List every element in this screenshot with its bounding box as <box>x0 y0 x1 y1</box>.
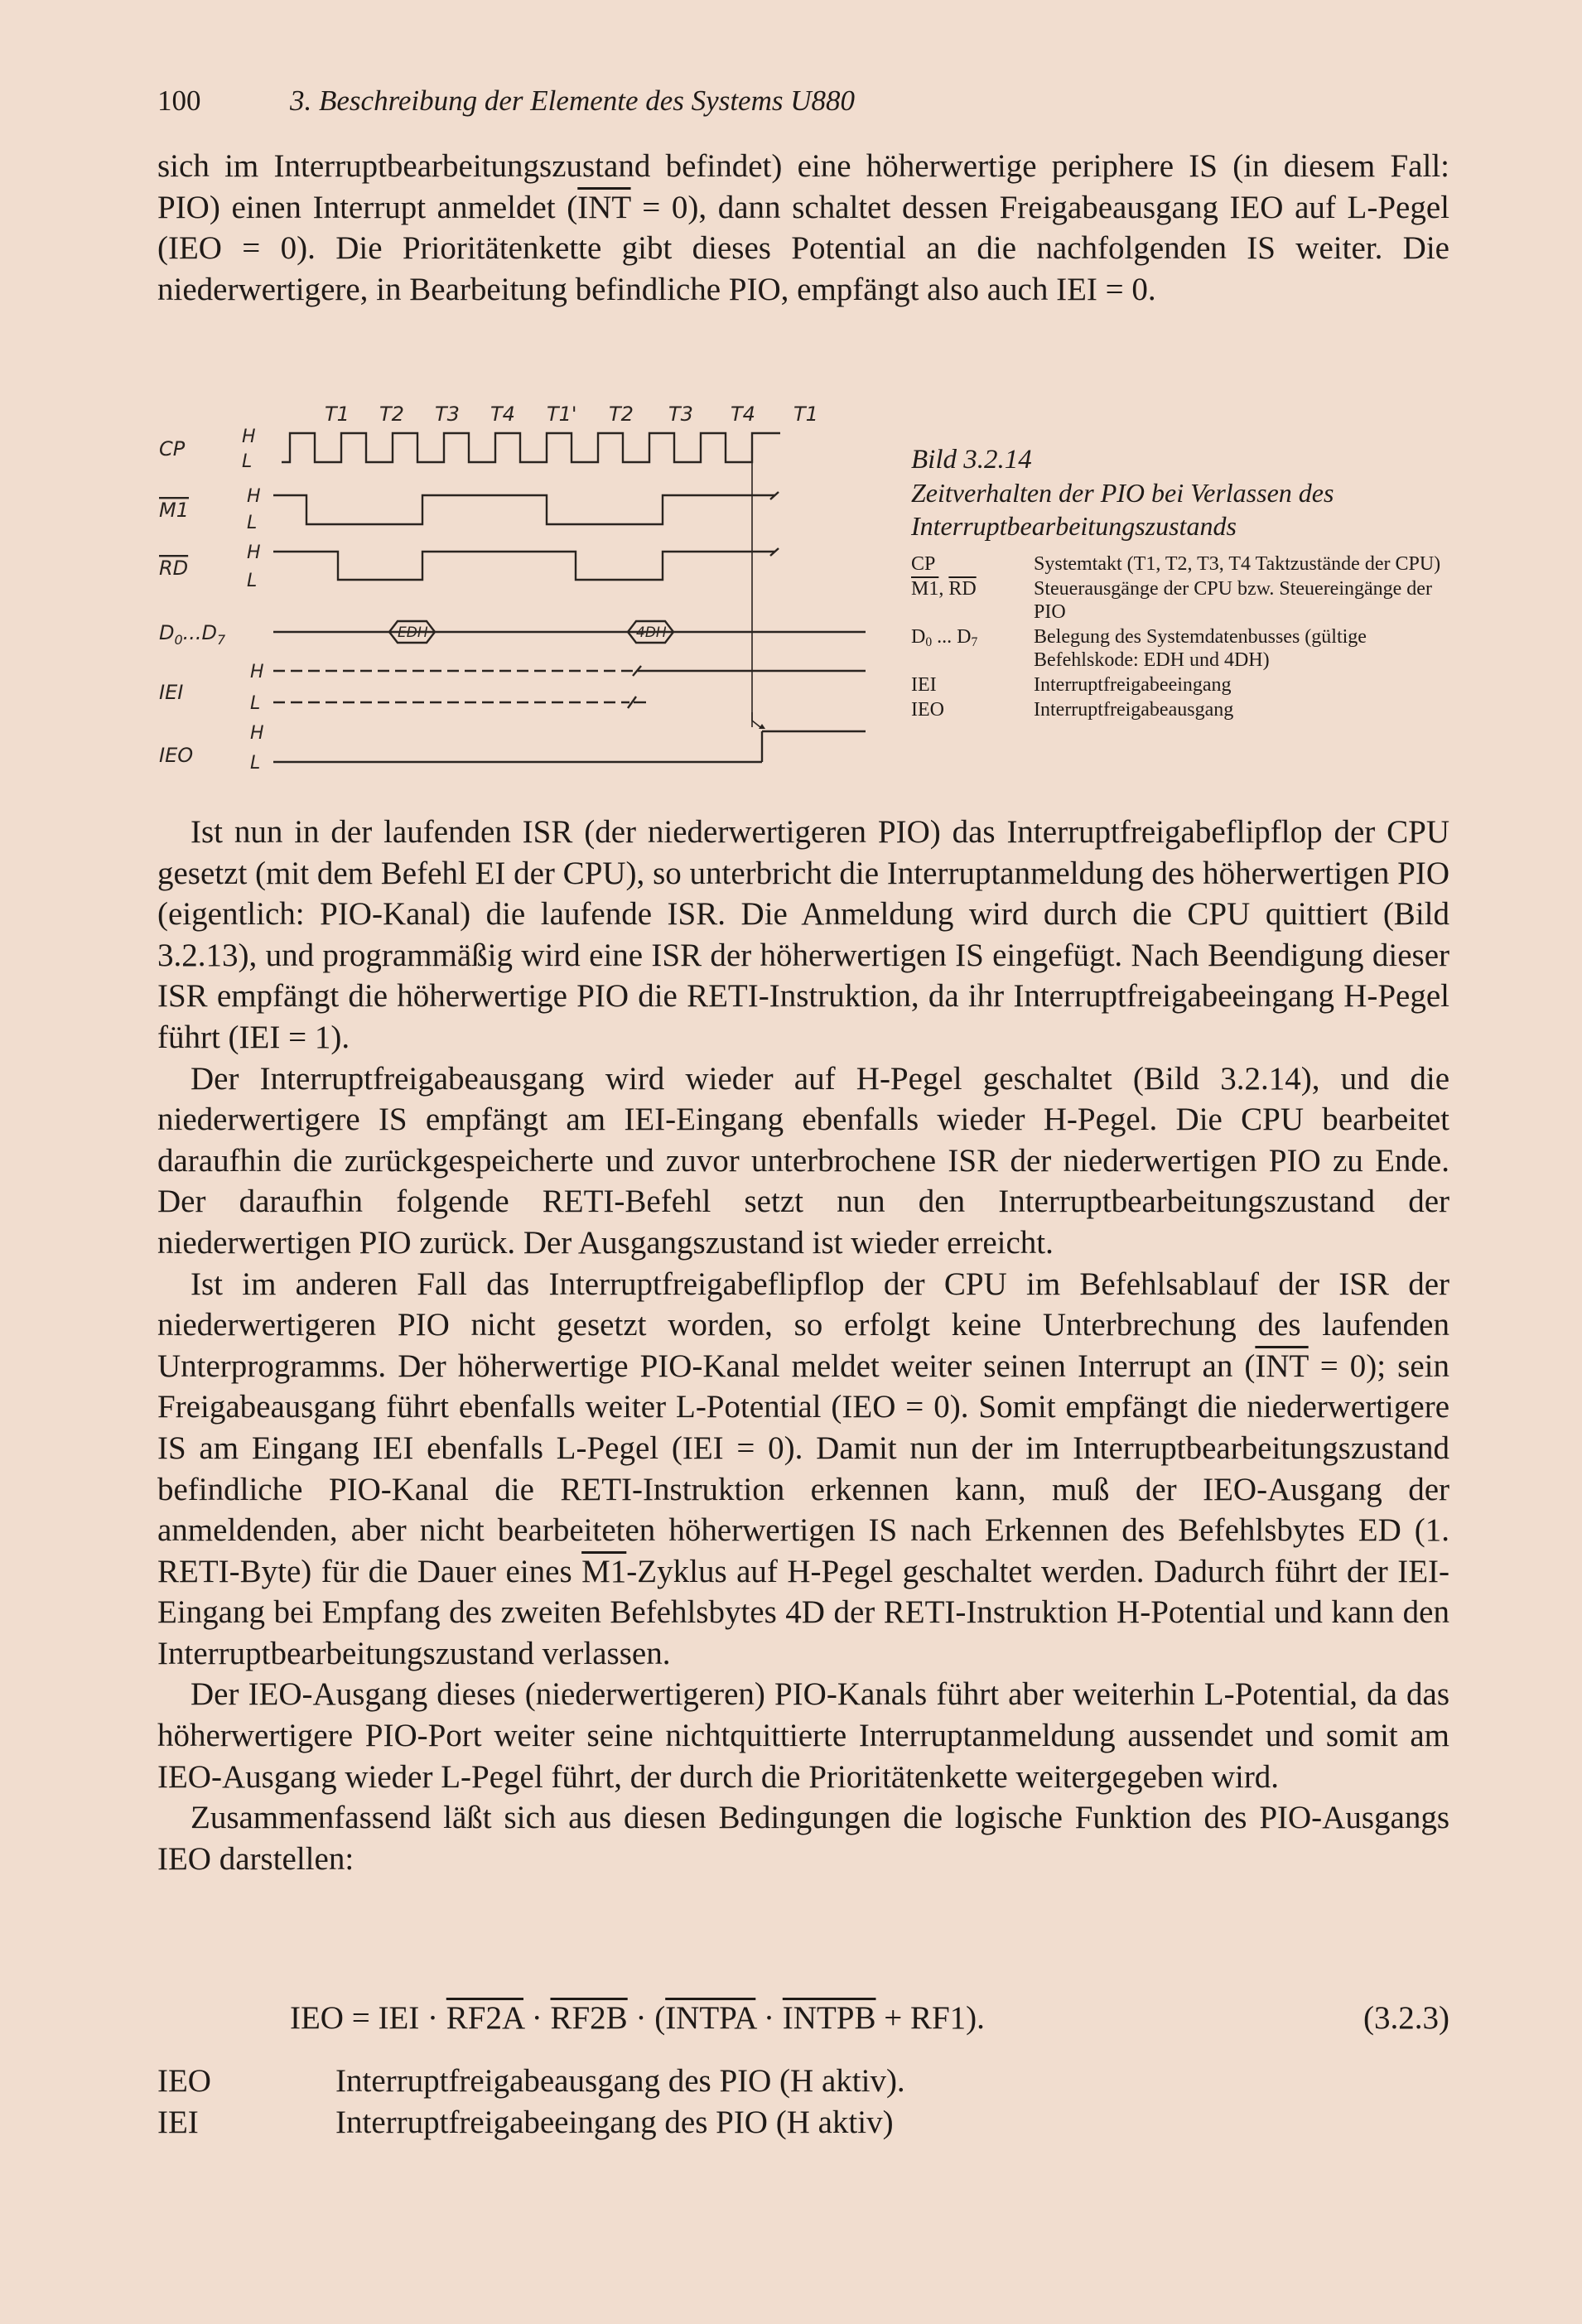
definition-row: IEO Interruptfreigabeausgang des PIO (H aktiv). <box>157 2063 905 2099</box>
level-h: H <box>242 427 256 447</box>
level-l: L <box>250 693 261 714</box>
timing-diagram-svg <box>157 396 886 785</box>
signal-label-rd: RD <box>159 557 189 580</box>
level-h: H <box>247 486 261 507</box>
figure-number: Bild 3.2.14 <box>911 445 1032 475</box>
definition-row: IEI Interruptfreigabeeingang des PIO (H aktiv) <box>157 2105 894 2140</box>
level-l: L <box>247 513 258 533</box>
hex-label-edh: EDH <box>398 624 428 641</box>
figure-caption <box>911 443 1458 723</box>
level-h: H <box>250 662 264 682</box>
int-overline: $\overline{INT}$ <box>577 189 631 225</box>
level-h: H <box>247 542 261 563</box>
signal-label-iei: IEI <box>159 681 184 704</box>
page-header <box>157 83 1449 119</box>
symbol-definitions <box>157 2061 1449 2143</box>
legend-row: $D_0$ ... $D_7$ Belegung des Systemdatenbusses (gültige Befehlskode: EDH und 4DH) <box>911 626 1367 671</box>
level-l: L <box>250 753 261 774</box>
legend-row: IEI Interruptfreigabeeingang <box>911 674 1232 696</box>
chapter-title: 3. Beschreibung der Elemente des Systems U880 <box>290 84 856 117</box>
paragraph: Ist nun in der laufenden ISR (der niederwertigeren PIO) das Interruptfreigabeflipflop der CPU gesetzt (mit dem Befehl EI der CPU), so unterbricht die Interruptanmeldung des höherwertigen PIO (eigentlich: PIO-Kanal) die laufende ISR. Die Anmeldung wird durch die CPU quittiert (Bild 3.2.13), und programmäßig wird eine ISR der höherwertigen IS eingefügt. Nach Beendigung dieser ISR empfängt die höherwertige PIO die RETI-Instruktion, da ihr Interruptfreigabeeingang H-Pegel führt (IEI = 1). <box>157 814 1449 1055</box>
tick-label: T3 <box>668 403 693 426</box>
legend-row: M1, $\overline{RD}$ Steuerausgänge der CPU bzw. Steuereingänge der PIO <box>911 578 1432 623</box>
signal-label-ieo: IEO <box>159 744 194 767</box>
tick-label: T2 <box>379 403 404 426</box>
timing-diagram <box>157 396 886 785</box>
level-h: H <box>250 723 264 744</box>
tick-label: T2 <box>609 403 634 426</box>
legend-row: IEO Interruptfreigabeausgang <box>911 699 1234 721</box>
paragraph: Ist im anderen Fall das Interruptfreigabeflipflop der CPU im Befehlsablauf der ISR der niederwertigeren PIO nicht gesetzt worden, so erfolgt keine Unterbrechung des laufenden Unterprogramms. Der höherwertige PIO-Kanal meldet weiter seinen Interrupt an $(\overline{INT} = 0)$; sein Freigabeausgang führt ebenfalls weiter L-Potential (IEO = 0). Somit empfängt die niederwertigere IS am Eingang IEI ebenfalls L-Pegel (IEI = 0). Damit nun der im Interruptbearbeitungszustand befindliche PIO-Kanal die RETI-Instruktion erkennen kann, muß der IEO-Ausgang der anmeldenden, aber nicht bearbeiteten höherwertigen IS nach Erkennen des Befehlsbytes ED (1. RETI-Byte) für die Dauer eines M1-Zyklus auf H-Pegel geschaltet werden. Dadurch führt der IEI-Eingang bei Empfang des zweiten Befehlsbytes 4D der RETI-Instruktion H-Potential und kann den Interruptbearbeitungszustand verlassen. <box>157 1266 1449 1671</box>
paragraph: Der IEO-Ausgang dieses (niederwertigeren) PIO-Kanals führt aber weiterhin L-Potential, da das höherwertigere PIO-Port weiter seine nichtquittierte Interruptanmeldung aussendet und somit am IEO-Ausgang wieder L-Pegel führt, der durch die Prioritätenkette weitergegeben wird. <box>157 1676 1449 1795</box>
cp-waveform <box>282 433 780 462</box>
intro-paragraph: sich im Interruptbearbeitungszustand befindet) eine höherwertige periphere IS (in diesem Fall: PIO) einen Interrupt anmeldet $(\overline{INT} = 0)$, dann schaltet dessen Freigabeausgang IEO auf L-Pegel (IEO = 0). Die Prioritätenkette gibt dieses Potential an die nachfolgenden IS weiter. Die niederwertigere, in Bearbeitung befindliche PIO, empfängt also auch IEI = 0. <box>157 148 1449 307</box>
tick-label: T1 <box>793 403 818 426</box>
tick-label: T4 <box>731 403 755 426</box>
tick-label: T1' <box>547 403 577 426</box>
tick-label: T4 <box>490 403 515 426</box>
level-l: L <box>247 571 258 591</box>
figure-legend <box>911 552 1458 721</box>
signal-label-cp: CP <box>159 437 186 460</box>
equation-number: (3.2.3) <box>1363 2000 1449 2036</box>
figure-title: Zeitverhalten der PIO bei Verlassen des Interruptbearbeitungszustands <box>911 478 1334 541</box>
paragraph: Zusammenfassend läßt sich aus diesen Bedingungen die logische Funktion des PIO-Ausgangs IEO darstellen: <box>157 1800 1449 1877</box>
tick-label: T3 <box>435 403 460 426</box>
tick-label: T1 <box>325 403 350 426</box>
level-l: L <box>242 451 253 472</box>
equation: IEO = IEI · RF2A · RF2B · (INTPA · INTPB + RF1). (3.2.3) <box>157 1998 1449 2039</box>
m1-waveform <box>273 495 774 524</box>
page-number: 100 <box>157 84 201 117</box>
rd-waveform <box>273 552 774 580</box>
body-text <box>157 812 1449 1879</box>
signal-label-data: $D_0...D_7$ <box>159 621 226 648</box>
legend-row: CP Systemtakt (T1, T2, T3, T4 Taktzustände der CPU) <box>911 553 1441 575</box>
hex-label-4dh: 4DH <box>636 624 667 641</box>
signal-label-m1: M1 <box>159 499 189 522</box>
paragraph: Der Interruptfreigabeausgang wird wieder auf H-Pegel geschaltet (Bild 3.2.14), und die niederwertigere IS empfängt am IEI-Eingang ebenfalls wieder H-Pegel. Die CPU bearbeitet daraufhin die zurückgespeicherte und zuvor unterbrochene ISR der niederwertigen PIO zu Ende. Der daraufhin folgende RETI-Befehl setzt nun den Interruptbearbeitungszustand der niederwertigen PIO zurück. Der Ausgangszustand ist wieder erreicht. <box>157 1060 1449 1261</box>
